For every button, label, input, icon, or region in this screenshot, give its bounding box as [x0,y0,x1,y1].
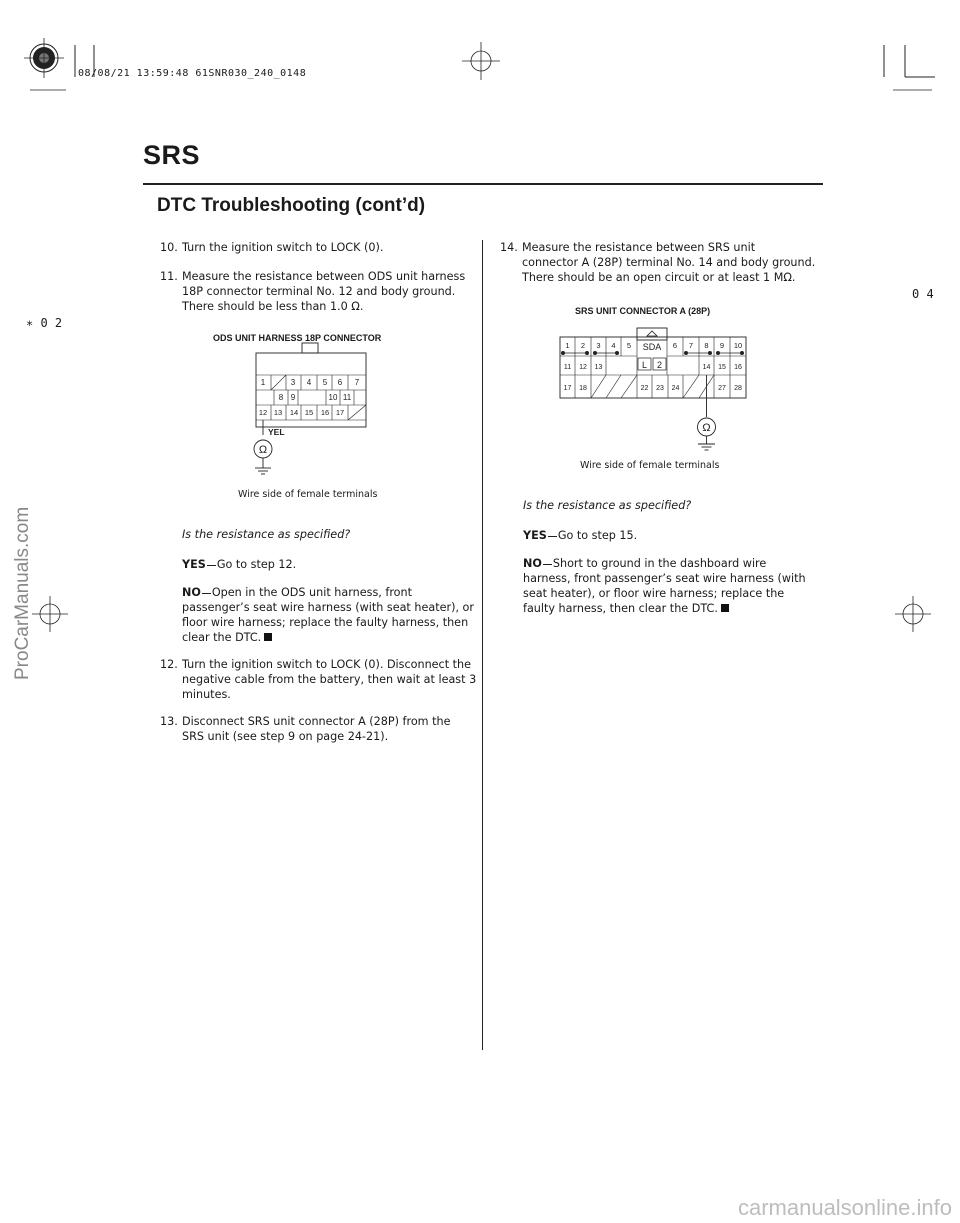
side-watermark: ProCarManuals.com [12,506,33,680]
step-11 [160,269,480,314]
no-answer [182,585,482,645]
step-number: 11. [160,270,178,283]
step-text: Measure the resistance between ODS unit harness 18P connector terminal No. 12 and body ground. There should be less than 1.0 Ω. [182,270,466,313]
terminal-label: 1 [565,341,570,350]
terminal-label: 3 [596,341,601,350]
step-text: Disconnect SRS unit connector A (28P) from the SRS unit (see step 9 on page 24-21). [182,715,451,743]
yes-label: YES [182,558,206,571]
terminal-label: 9 [719,341,725,350]
left-margin-mark: ∗ 0 2 [26,316,63,330]
step-number: 13. [160,715,178,728]
no-label: NO [523,557,542,570]
terminal-label: 12 [579,364,587,371]
step-number: 10. [160,241,178,254]
registration-target-icon [24,38,64,78]
terminal-label: 2 [580,341,586,350]
step-10 [160,240,480,255]
left-column-lower [160,657,480,757]
key-label: 2 [656,360,663,370]
terminal-label: 17 [335,408,345,417]
step-12 [160,657,480,702]
figure-caption: Wire side of female terminals [238,489,378,500]
terminal-label: 7 [354,378,360,387]
no-text: Open in the ODS unit harness, front passenger’s seat wire harness (with seat heater), or floor wire harness; replace the faulty harness, then clear the DTC. [182,586,474,644]
dash [202,593,211,594]
ohmmeter-icon [698,418,716,436]
step-text: Turn the ignition switch to LOCK (0). Disconnect the negative cable from the battery, then wait at least 3 minutes. [182,658,477,701]
yes-answer [523,528,813,543]
page-subtitle: DTC Troubleshooting (cont’d) [157,195,426,216]
wire-color-label: YEL [268,427,285,437]
terminal-label: 22 [640,385,649,392]
question: Is the resistance as specified? [182,528,351,541]
terminal-label: 13 [594,364,603,371]
svg-text:Ω: Ω [258,444,268,456]
terminal-label: 18 [579,385,587,392]
terminal-label: 16 [320,408,330,417]
no-answer [523,556,823,616]
print-timestamp: 08/08/21 13:59:48 61SNR030_240_0148 [78,68,307,79]
terminal-label: 5 [322,378,328,387]
terminal-label: 7 [688,341,694,350]
terminal-label: 6 [337,378,343,387]
yes-text: Go to step 12. [216,558,297,571]
svg-text:Ω: Ω [702,422,711,434]
terminal-label: 3 [290,378,296,387]
step-14 [500,240,830,285]
terminal-label: 23 [656,385,664,392]
right-margin-mark: 0 4 [912,287,934,301]
terminal-label: 27 [718,385,726,392]
key-arrow-icon [647,331,657,336]
terminal-label: 15 [304,408,314,417]
terminal-label: 15 [718,364,726,371]
terminal-label: 12 [258,408,268,417]
terminal-label: 16 [734,364,742,371]
header-rule [143,183,823,185]
yes-text: Go to step 15. [557,529,638,542]
registration-crosshair-icon [895,596,931,632]
question: Is the resistance as specified? [523,499,692,512]
section-title: SRS [143,140,201,170]
dash [543,564,552,565]
step-text: Measure the resistance between SRS unit connector A (28P) terminal No. 14 and body ground. There should be an open circuit or at least 1 MΩ. [522,241,816,284]
terminal-label: 9 [290,393,296,402]
terminal-label: 24 [671,385,680,392]
bottom-watermark: carmanualsonline.info [737,1195,952,1220]
ohmmeter-icon [254,440,272,458]
figure-caption: Wire side of female terminals [580,460,720,471]
yes-label: YES [523,529,547,542]
terminal-label: 17 [563,385,572,392]
figure-title: SRS UNIT CONNECTOR A (28P) [575,306,711,316]
yes-answer [182,557,472,572]
end-mark-icon [721,604,729,612]
terminal-label: 4 [306,378,312,387]
step-number: 12. [160,658,178,671]
terminal-label: 13 [273,408,283,417]
registration-crosshair-icon [32,596,68,632]
terminal-label: 14 [702,364,711,371]
step-number: 14. [500,241,518,254]
ground-icon [698,444,715,450]
terminal-label: 5 [626,341,632,350]
step-text: Turn the ignition switch to LOCK (0). [182,241,384,254]
terminal-label: 10 [328,393,338,402]
terminal-label: 1 [260,378,266,387]
terminal-label: 11 [342,393,352,402]
terminal-label: 11 [563,364,572,371]
dash [548,536,557,537]
terminal-label: 4 [611,341,616,350]
figure-title: ODS UNIT HARNESS 18P CONNECTOR [213,333,382,343]
terminal-label: 28 [734,385,742,392]
terminal-label: 10 [733,341,743,350]
key-label: L [641,360,648,370]
step-13 [160,714,480,744]
ods-connector-diagram [240,340,380,485]
right-column [500,240,830,290]
srs-connector-diagram [555,325,755,457]
no-label: NO [182,586,201,599]
registration-crosshair-icon [462,42,500,80]
terminal-label: 8 [278,393,284,402]
terminal-label: 8 [704,341,709,350]
end-mark-icon [264,633,272,641]
terminal-label: 6 [672,341,678,350]
ground-icon [255,468,271,474]
dash [207,565,216,566]
no-text: Short to ground in the dashboard wire harness, front passenger’s seat wire harness (with seat heater), or floor wire harness; replace the faulty harness, then clear the DTC. [523,557,806,615]
column-divider [482,240,483,1050]
key-label: SDA [642,342,662,352]
terminal-label: 14 [289,408,299,417]
